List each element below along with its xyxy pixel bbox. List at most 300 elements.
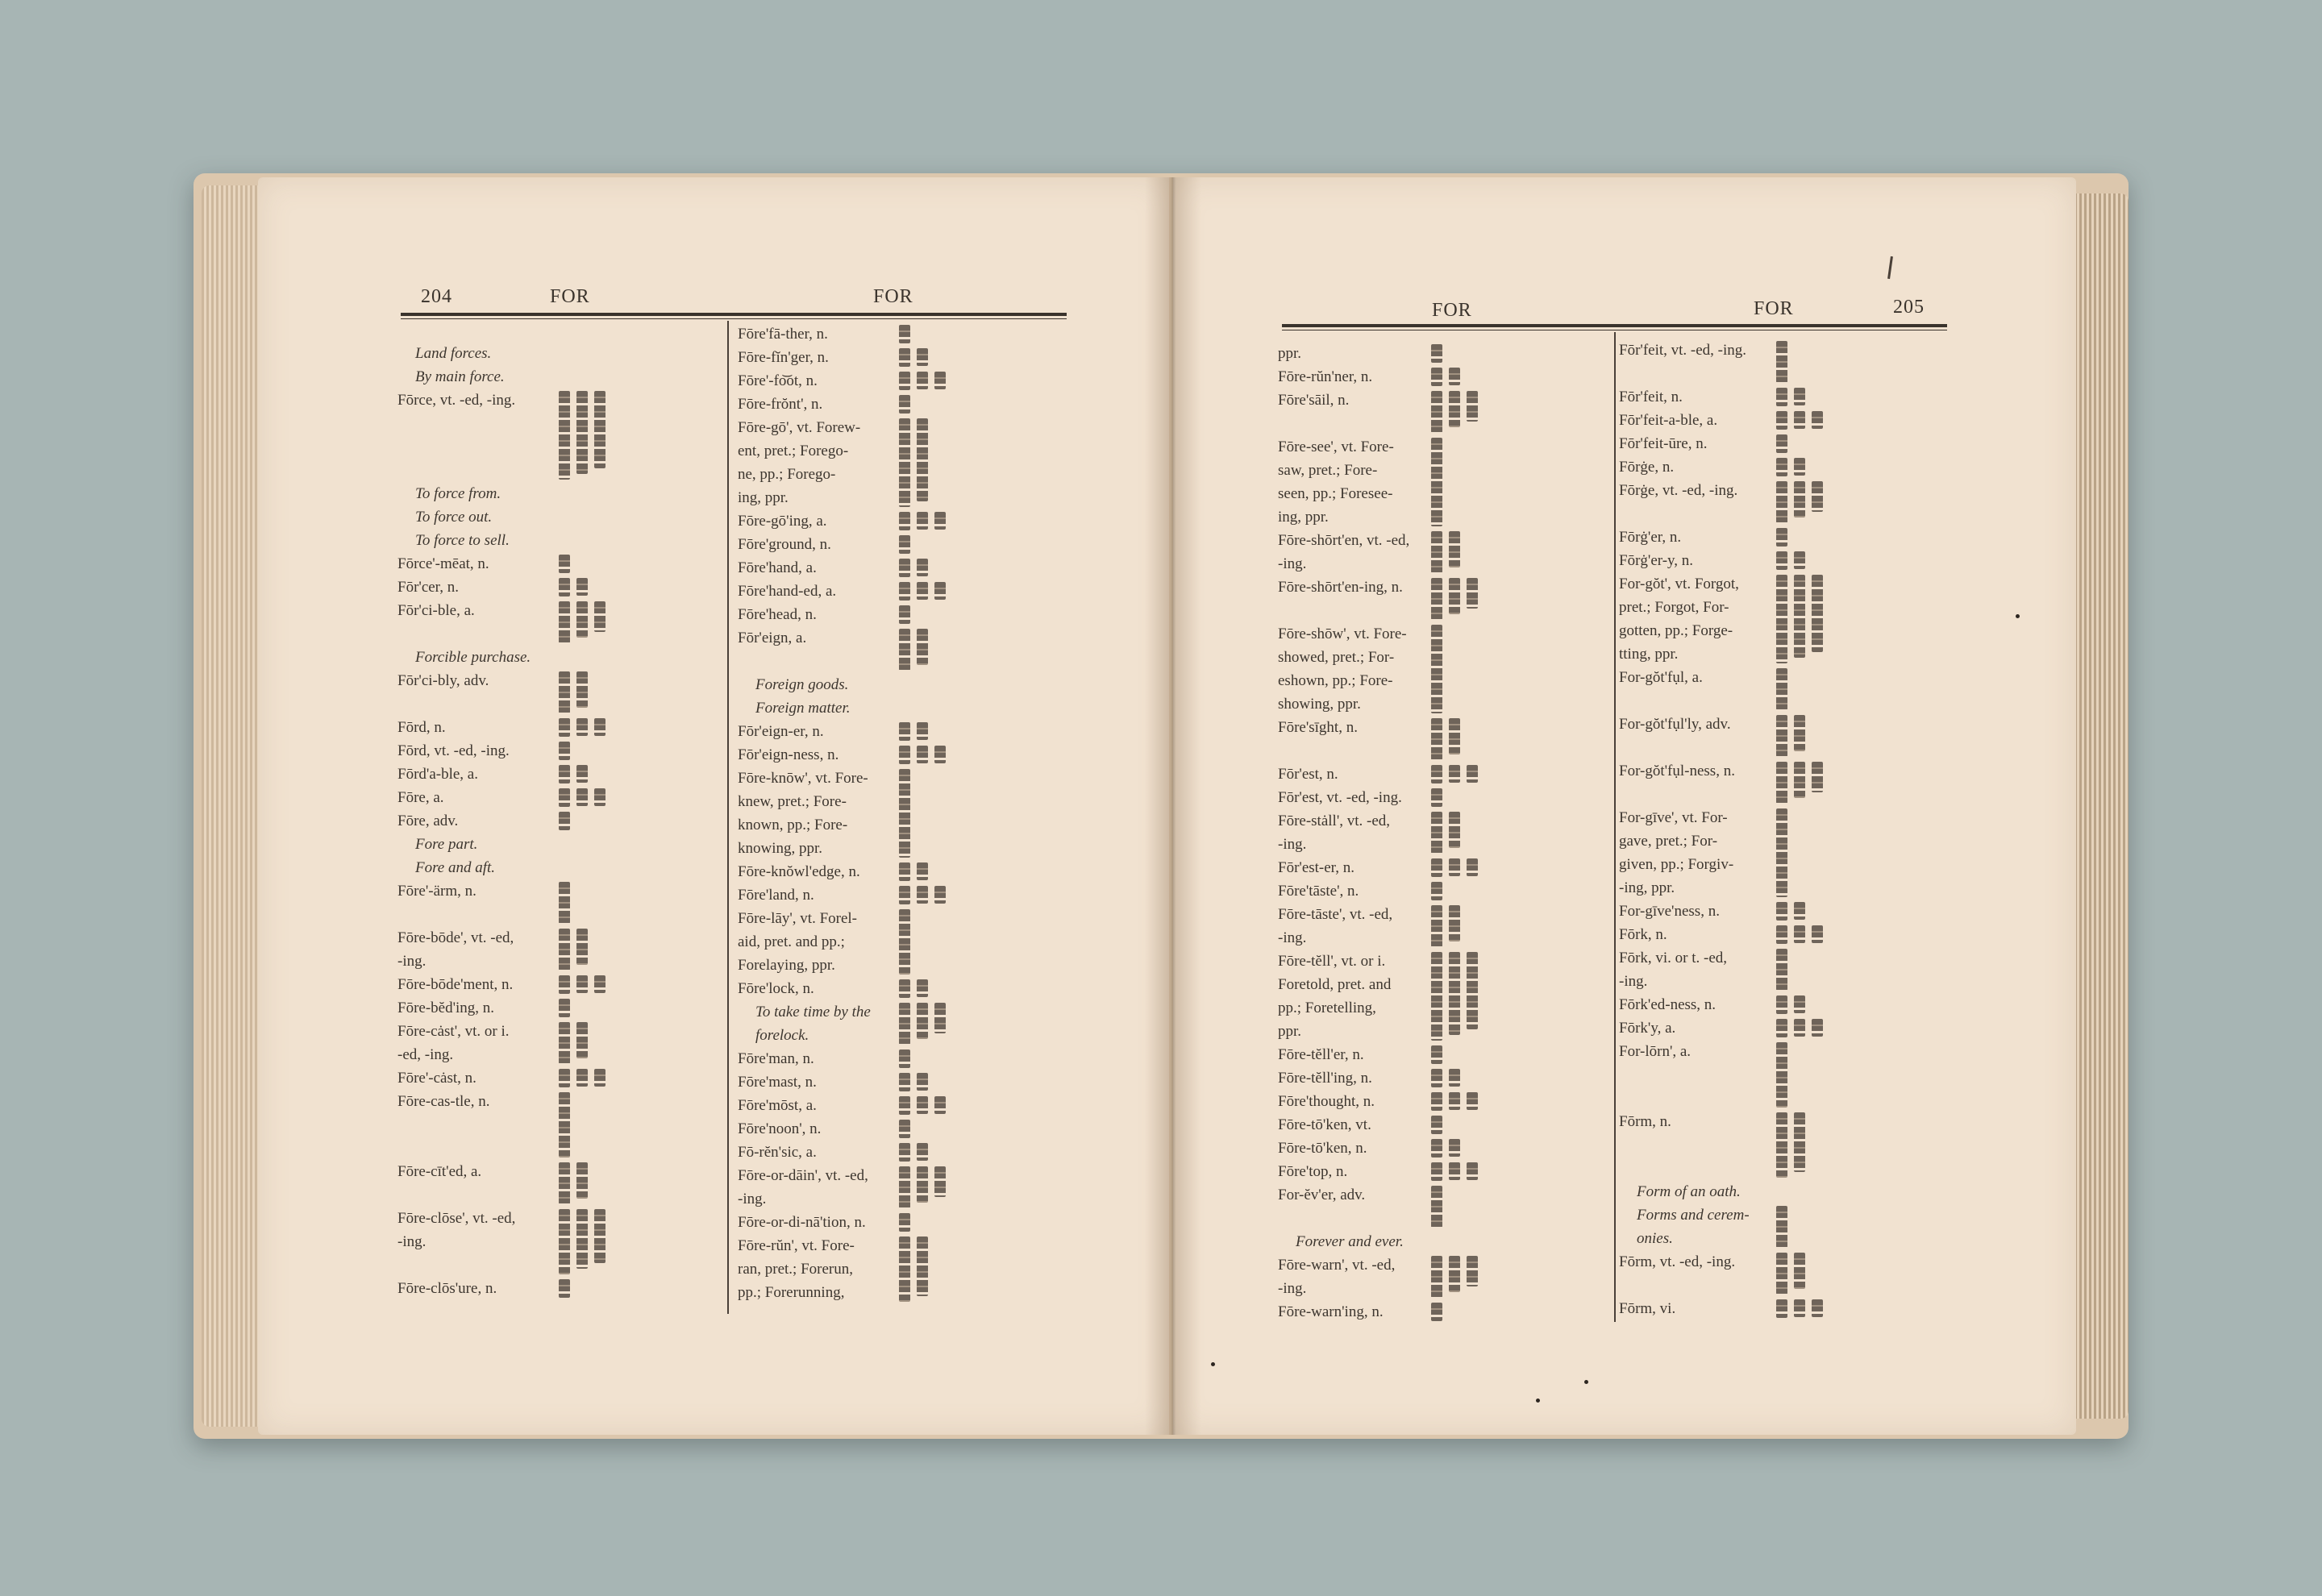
- japanese-gloss: [1449, 1069, 1460, 1087]
- japanese-gloss: [559, 929, 570, 970]
- japanese-gloss: [899, 1096, 910, 1115]
- headword: Fōre-shōrt'en-ing, n.: [1278, 579, 1403, 596]
- headword: Fōre-tāste', vt. -ed, -ing.: [1278, 906, 1393, 946]
- headword: Fōrm, vt. -ed, -ing.: [1619, 1253, 1736, 1270]
- dictionary-entry: [1619, 993, 1950, 1016]
- japanese-gloss: [1776, 411, 1787, 430]
- japanese-gloss: [934, 582, 946, 600]
- japanese-gloss: [1776, 1253, 1787, 1295]
- japanese-gloss: [1431, 1069, 1442, 1087]
- running-head-right-2: FOR: [1754, 298, 1794, 319]
- headword: Fōre-cas-tle, n.: [397, 1093, 490, 1110]
- japanese-gloss: [917, 722, 928, 740]
- headword: Fōre'lock, n.: [738, 980, 814, 997]
- headword: Fōrk, vi. or t. -ed, -ing.: [1619, 950, 1728, 990]
- japanese-gloss: [934, 512, 946, 530]
- headword: Fōr'est-er, n.: [1278, 859, 1354, 876]
- headword: Fōre'mast, n.: [738, 1074, 817, 1091]
- japanese-gloss: [1812, 1299, 1823, 1317]
- japanese-gloss: [899, 535, 910, 554]
- japanese-gloss: [917, 559, 928, 576]
- headword: Fōrce'-mēat, n.: [397, 555, 489, 572]
- japanese-gloss: [1794, 458, 1805, 476]
- japanese-gloss: [559, 1209, 570, 1274]
- japanese-gloss: [559, 975, 570, 994]
- japanese-gloss: [1467, 1256, 1478, 1286]
- japanese-gloss: [917, 1096, 928, 1114]
- dictionary-entry: [738, 1117, 1060, 1141]
- headword: Fōr'eign, a.: [738, 630, 807, 646]
- column-rule-left: [727, 321, 729, 1314]
- japanese-gloss: [934, 1096, 946, 1114]
- headword: Fōrk, n.: [1619, 926, 1667, 943]
- dictionary-entry: [1278, 856, 1604, 879]
- japanese-gloss: [559, 555, 570, 573]
- japanese-gloss: [1812, 411, 1823, 429]
- headword: Fōre-gō', vt. Forew- ent, pret.; Forego- ne, pp.; Forego- ing, ppr.: [738, 419, 861, 506]
- japanese-gloss: [1776, 341, 1787, 383]
- running-head-left-2: FOR: [873, 286, 913, 307]
- dictionary-entry: [738, 416, 1060, 509]
- headword: Fōre-tō'ken, vt.: [1278, 1116, 1371, 1133]
- page-edges-right: [2072, 193, 2128, 1419]
- japanese-gloss: [594, 1069, 605, 1087]
- dictionary-entry: [738, 767, 1060, 860]
- japanese-gloss: [594, 788, 605, 806]
- japanese-gloss: [1794, 925, 1805, 943]
- headword: Fōre-lāy', vt. Forel- aid, pret. and pp.; Forelaying, ppr.: [738, 910, 858, 974]
- japanese-gloss: [1794, 481, 1805, 517]
- headword: To take time by the forelock.: [755, 1004, 871, 1044]
- japanese-gloss: [1449, 1139, 1460, 1157]
- japanese-gloss: [1776, 902, 1787, 921]
- japanese-gloss: [917, 372, 928, 389]
- japanese-gloss: [594, 601, 605, 632]
- dictionary-entry: [1278, 786, 1604, 809]
- japanese-gloss: [1794, 715, 1805, 751]
- headword: Fōr'feit-a-ble, a.: [1619, 412, 1718, 429]
- dictionary-entry: [738, 322, 1060, 346]
- headword: For-lōrn', a.: [1619, 1043, 1692, 1060]
- japanese-gloss: [917, 886, 928, 904]
- headword: Fōrk'ed-ness, n.: [1619, 996, 1717, 1013]
- japanese-gloss: [899, 629, 910, 671]
- headword: For-gīve', vt. For- gave, pret.; For- given, pp.; Forgiv- -ing, ppr.: [1619, 809, 1734, 896]
- japanese-gloss: [1431, 344, 1442, 363]
- dictionary-entry: [738, 346, 1060, 369]
- japanese-gloss: [899, 862, 910, 881]
- headword: Fōre-clōse', vt. -ed, -ing.: [397, 1210, 516, 1250]
- japanese-gloss: [1431, 368, 1442, 386]
- japanese-gloss: [1776, 1299, 1787, 1318]
- dictionary-entry: [738, 580, 1060, 603]
- dictionary-entry: [1619, 339, 1950, 385]
- headword: Fōrk'y, a.: [1619, 1020, 1676, 1037]
- headword: For-ĕv'er, adv.: [1278, 1187, 1366, 1203]
- running-head-right-1: FOR: [1432, 300, 1472, 321]
- headword: Fōre-or-dāin', vt. -ed, -ing.: [738, 1167, 868, 1207]
- japanese-gloss: [1794, 762, 1805, 798]
- japanese-gloss: [576, 391, 588, 474]
- japanese-gloss: [899, 769, 910, 858]
- japanese-gloss: [1812, 575, 1823, 652]
- dictionary-entry: [1278, 950, 1604, 1043]
- headword: Fōre, adv.: [397, 813, 459, 829]
- japanese-gloss: [559, 718, 570, 737]
- japanese-gloss: [1449, 578, 1460, 614]
- japanese-gloss: [1776, 481, 1787, 523]
- japanese-gloss: [576, 601, 588, 638]
- japanese-gloss: [899, 979, 910, 998]
- japanese-gloss: [899, 886, 910, 904]
- headword: Fōrm, n.: [1619, 1113, 1671, 1130]
- japanese-gloss: [1431, 1303, 1442, 1321]
- japanese-gloss: [1776, 808, 1787, 897]
- japanese-gloss: [1794, 1253, 1805, 1289]
- column-rule-right: [1614, 332, 1616, 1322]
- dictionary-entry: [1619, 1297, 1950, 1320]
- dictionary-entry: [738, 393, 1060, 416]
- japanese-gloss: [899, 746, 910, 764]
- headword: Fōre-knŏwl'edge, n.: [738, 863, 860, 880]
- japanese-gloss: [1776, 1112, 1787, 1178]
- dictionary-entry: [738, 977, 1060, 1000]
- dictionary-entry: [1278, 529, 1604, 576]
- japanese-gloss: [917, 629, 928, 665]
- japanese-gloss: [899, 1213, 910, 1232]
- dictionary-entry: [397, 342, 712, 365]
- japanese-gloss: [899, 1143, 910, 1162]
- headword: Fōre'fā-ther, n.: [738, 326, 828, 343]
- headword: Fōre-clōs'ure, n.: [397, 1280, 497, 1297]
- japanese-gloss: [1431, 625, 1442, 713]
- dictionary-entry: [397, 809, 712, 833]
- headword: Fōre'top, n.: [1278, 1163, 1348, 1180]
- headword: Fōre'sīght, n.: [1278, 719, 1358, 736]
- japanese-gloss: [917, 582, 928, 600]
- dictionary-entry: [1619, 1180, 1950, 1203]
- japanese-gloss: [1776, 1019, 1787, 1037]
- japanese-gloss: [576, 1209, 588, 1269]
- japanese-gloss: [1794, 411, 1805, 429]
- dictionary-entry: [397, 505, 712, 529]
- headword: Fōre-shōrt'en, vt. -ed, -ing.: [1278, 532, 1410, 572]
- japanese-gloss: [1812, 762, 1823, 792]
- headword: Form of an oath.: [1637, 1183, 1741, 1200]
- japanese-gloss: [1467, 391, 1478, 422]
- dictionary-entry: [397, 973, 712, 996]
- headword: Land forces.: [415, 345, 492, 362]
- dictionary-entry: [1278, 576, 1604, 622]
- japanese-gloss: [1431, 1092, 1442, 1111]
- japanese-gloss: [917, 1003, 928, 1039]
- japanese-gloss: [576, 788, 588, 806]
- japanese-gloss: [1812, 925, 1823, 943]
- headword: Fōre'ground, n.: [738, 536, 831, 553]
- header-rule-left: [401, 313, 1067, 319]
- dictionary-entry: [1278, 1043, 1604, 1066]
- ink-spot: [1211, 1362, 1215, 1366]
- dictionary-entry: [397, 786, 712, 809]
- dictionary-entry: [1278, 1300, 1604, 1324]
- japanese-gloss: [576, 929, 588, 965]
- dictionary-entry: [397, 552, 712, 576]
- headword: To force from.: [415, 485, 501, 502]
- japanese-gloss: [1431, 1256, 1442, 1298]
- japanese-gloss: [899, 582, 910, 601]
- japanese-gloss: [1776, 925, 1787, 944]
- headword: To force to sell.: [415, 532, 510, 549]
- dictionary-entry: [397, 389, 712, 482]
- dictionary-entry: [397, 926, 712, 973]
- dictionary-entry: [1278, 1253, 1604, 1300]
- japanese-gloss: [1467, 858, 1478, 876]
- dictionary-entry: [1278, 1137, 1604, 1160]
- dictionary-entry: [397, 576, 712, 599]
- dictionary-entry: [1278, 622, 1604, 716]
- headword: Fōre-bōde', vt. -ed, -ing.: [397, 929, 514, 970]
- headword: Fōre-fĭn'ger, n.: [738, 349, 829, 366]
- japanese-gloss: [899, 1236, 910, 1302]
- japanese-gloss: [559, 391, 570, 480]
- japanese-gloss: [899, 418, 910, 507]
- dictionary-entry: [738, 1141, 1060, 1164]
- headword: Fōrce, vt. -ed, -ing.: [397, 392, 516, 409]
- japanese-gloss: [1449, 905, 1460, 941]
- japanese-gloss: [559, 788, 570, 807]
- dictionary-entry: [397, 669, 712, 716]
- dictionary-entry: [397, 1066, 712, 1090]
- headword: Fōre-tĕll'er, n.: [1278, 1046, 1364, 1063]
- japanese-gloss: [1794, 575, 1805, 658]
- japanese-gloss: [1467, 1092, 1478, 1110]
- dictionary-entry: [397, 529, 712, 552]
- japanese-gloss: [559, 671, 570, 713]
- japanese-gloss: [594, 391, 605, 468]
- japanese-gloss: [576, 578, 588, 596]
- headword: Fōrd, n.: [397, 719, 446, 736]
- japanese-gloss: [1449, 952, 1460, 1035]
- japanese-gloss: [559, 1022, 570, 1064]
- dictionary-entry: [738, 720, 1060, 743]
- dictionary-entry: [397, 1020, 712, 1066]
- headword: Fōr'cer, n.: [397, 579, 459, 596]
- headword: Fōr'feit, vt. -ed, -ing.: [1619, 342, 1747, 359]
- japanese-gloss: [1776, 715, 1787, 757]
- dictionary-entry: [1278, 1090, 1604, 1113]
- japanese-gloss: [1776, 668, 1787, 710]
- running-head-left-1: FOR: [550, 286, 590, 307]
- japanese-gloss: [934, 1003, 946, 1033]
- japanese-gloss: [899, 1003, 910, 1045]
- japanese-gloss: [934, 746, 946, 763]
- dictionary-entry: [397, 482, 712, 505]
- japanese-gloss: [576, 718, 588, 736]
- headword: Fōre-rŭn'ner, n.: [1278, 368, 1373, 385]
- page-number-left: 204: [421, 286, 452, 307]
- japanese-gloss: [1431, 1045, 1442, 1064]
- japanese-gloss: [594, 718, 605, 736]
- dictionary-entry: [1278, 903, 1604, 950]
- dictionary-entry: [1619, 946, 1950, 993]
- headword: ppr.: [1278, 345, 1302, 362]
- japanese-gloss: [1467, 952, 1478, 1029]
- japanese-gloss: [1431, 578, 1442, 620]
- headword: Fōre-rŭn', vt. Fore- ran, pret.; Forerun, pp.; Forerunning,: [738, 1237, 855, 1301]
- headword: Foreign matter.: [755, 700, 851, 717]
- headword: Fōre-cīt'ed, a.: [397, 1163, 482, 1180]
- japanese-gloss: [1449, 812, 1460, 848]
- japanese-gloss: [1794, 902, 1805, 920]
- dictionary-entry: [397, 739, 712, 763]
- dictionary-entry: [1619, 409, 1950, 432]
- japanese-gloss: [917, 512, 928, 530]
- japanese-gloss: [576, 671, 588, 708]
- dictionary-entry: [397, 833, 712, 856]
- dictionary-entry: [1619, 1016, 1950, 1040]
- japanese-gloss: [1794, 388, 1805, 405]
- japanese-gloss: [917, 1236, 928, 1296]
- headword: Fōre'head, n.: [738, 606, 817, 623]
- japanese-gloss: [917, 1143, 928, 1161]
- japanese-gloss: [576, 765, 588, 783]
- japanese-gloss: [917, 862, 928, 880]
- headword: Fōr'eign-er, n.: [738, 723, 824, 740]
- headword: Fōre-stȧll', vt. -ed, -ing.: [1278, 813, 1391, 853]
- japanese-gloss: [559, 742, 570, 760]
- headword: Forever and ever.: [1296, 1233, 1404, 1250]
- japanese-gloss: [559, 999, 570, 1017]
- headword: Fōrġ'er, n.: [1619, 529, 1682, 546]
- japanese-gloss: [1431, 905, 1442, 947]
- japanese-gloss: [1776, 995, 1787, 1014]
- dictionary-entry: [1278, 435, 1604, 529]
- japanese-gloss: [594, 1209, 605, 1263]
- japanese-gloss: [1449, 718, 1460, 754]
- dictionary-entry: [1278, 763, 1604, 786]
- headword: Fōre-gō'ing, a.: [738, 513, 827, 530]
- japanese-gloss: [899, 1166, 910, 1208]
- japanese-gloss: [594, 975, 605, 993]
- headword: Fōrd, vt. -ed, -ing.: [397, 742, 510, 759]
- dictionary-entry: [397, 996, 712, 1020]
- dictionary-entry: [397, 646, 712, 669]
- japanese-gloss: [1431, 718, 1442, 760]
- dictionary-entry: [738, 1164, 1060, 1211]
- japanese-gloss: [899, 559, 910, 577]
- dictionary-entry: [397, 599, 712, 646]
- headword: Fōre'man, n.: [738, 1050, 814, 1067]
- headword: Fōre-tĕll', vt. or i. Foretold, pret. and pp.; Foretelling, ppr.: [1278, 953, 1392, 1040]
- japanese-gloss: [1431, 1139, 1442, 1158]
- dictionary-entry: [1278, 342, 1604, 365]
- dictionary-entry: [738, 603, 1060, 626]
- japanese-gloss: [1812, 1019, 1823, 1037]
- headword: Fōre-frŏnt', n.: [738, 396, 823, 413]
- japanese-gloss: [899, 512, 910, 530]
- japanese-gloss: [917, 348, 928, 366]
- dictionary-entry: [1278, 1113, 1604, 1137]
- japanese-gloss: [1794, 1112, 1805, 1172]
- headword: Fore and aft.: [415, 859, 496, 876]
- headword: Fōre-knōw', vt. Fore- knew, pret.; Fore- known, pp.; Fore- knowing, ppr.: [738, 770, 868, 857]
- dictionary-entry: [1619, 759, 1950, 806]
- headword: Fōre-or-di-nā'tion, n.: [738, 1214, 866, 1231]
- headword: Fōre'tāste', n.: [1278, 883, 1359, 900]
- dictionary-entry: [397, 879, 712, 926]
- headword: Fōr'feit-ūre, n.: [1619, 435, 1708, 452]
- dictionary-entry: [1278, 1066, 1604, 1090]
- book-gutter: [1145, 177, 1201, 1435]
- headword: Fōre-warn'ing, n.: [1278, 1303, 1384, 1320]
- dictionary-entry: [738, 696, 1060, 720]
- japanese-gloss: [559, 578, 570, 596]
- dictionary-entry: [1278, 1160, 1604, 1183]
- dictionary-entry: [738, 883, 1060, 907]
- headword: Fōre, a.: [397, 789, 444, 806]
- dictionary-entry: [1278, 389, 1604, 435]
- japanese-gloss: [1431, 788, 1442, 807]
- dictionary-entry: [397, 1160, 712, 1207]
- japanese-gloss: [917, 1166, 928, 1203]
- dictionary-entry: [397, 1090, 712, 1160]
- japanese-gloss: [1794, 995, 1805, 1013]
- japanese-gloss: [917, 746, 928, 763]
- japanese-gloss: [1449, 368, 1460, 385]
- dictionary-entry: [1619, 713, 1950, 759]
- dictionary-entry: [1619, 526, 1950, 549]
- page-number-right: 205: [1893, 297, 1925, 318]
- headword: Fōre'-ärm, n.: [397, 883, 476, 900]
- dictionary-entry: [1619, 1203, 1950, 1250]
- headword: Fōr'est, vt. -ed, -ing.: [1278, 789, 1402, 806]
- dictionary-entry: [397, 365, 712, 389]
- dictionary-entry: [738, 1094, 1060, 1117]
- japanese-gloss: [899, 605, 910, 624]
- right-column-1: [1278, 342, 1604, 1324]
- dictionary-entry: [738, 1070, 1060, 1094]
- headword: Fōre-bĕd'ing, n.: [397, 1000, 495, 1016]
- dictionary-entry: [397, 856, 712, 879]
- headword: Fōr'ci-ble, a.: [397, 602, 475, 619]
- headword: Foreign goods.: [755, 676, 849, 693]
- headword: Fōr'ci-bly, adv.: [397, 672, 489, 689]
- headword: Fōr'est, n.: [1278, 766, 1338, 783]
- headword: Fōre-shōw', vt. Fore- showed, pret.; For- eshown, pp.; Fore- showing, ppr.: [1278, 626, 1407, 713]
- headword: Fōre-bōde'ment, n.: [397, 976, 514, 993]
- headword: Fōre'-cȧst, n.: [397, 1070, 476, 1087]
- japanese-gloss: [1449, 531, 1460, 567]
- dictionary-entry: [1619, 1250, 1950, 1297]
- japanese-gloss: [576, 1022, 588, 1058]
- japanese-gloss: [899, 1049, 910, 1068]
- japanese-gloss: [1467, 765, 1478, 783]
- japanese-gloss: [1776, 949, 1787, 991]
- headword: Fōre-tō'ken, n.: [1278, 1140, 1367, 1157]
- dictionary-entry: [1278, 365, 1604, 389]
- headword: By main force.: [415, 368, 505, 385]
- japanese-gloss: [899, 722, 910, 741]
- page-edges-left: [202, 185, 258, 1427]
- japanese-gloss: [576, 1069, 588, 1087]
- dictionary-entry: [1619, 572, 1950, 666]
- dictionary-entry: [1619, 385, 1950, 409]
- headword: Fōre'mōst, a.: [738, 1097, 817, 1114]
- japanese-gloss: [917, 1073, 928, 1091]
- ink-spot: [1536, 1399, 1540, 1403]
- right-column-2: [1619, 339, 1950, 1320]
- headword: Fōre'hand, a.: [738, 559, 817, 576]
